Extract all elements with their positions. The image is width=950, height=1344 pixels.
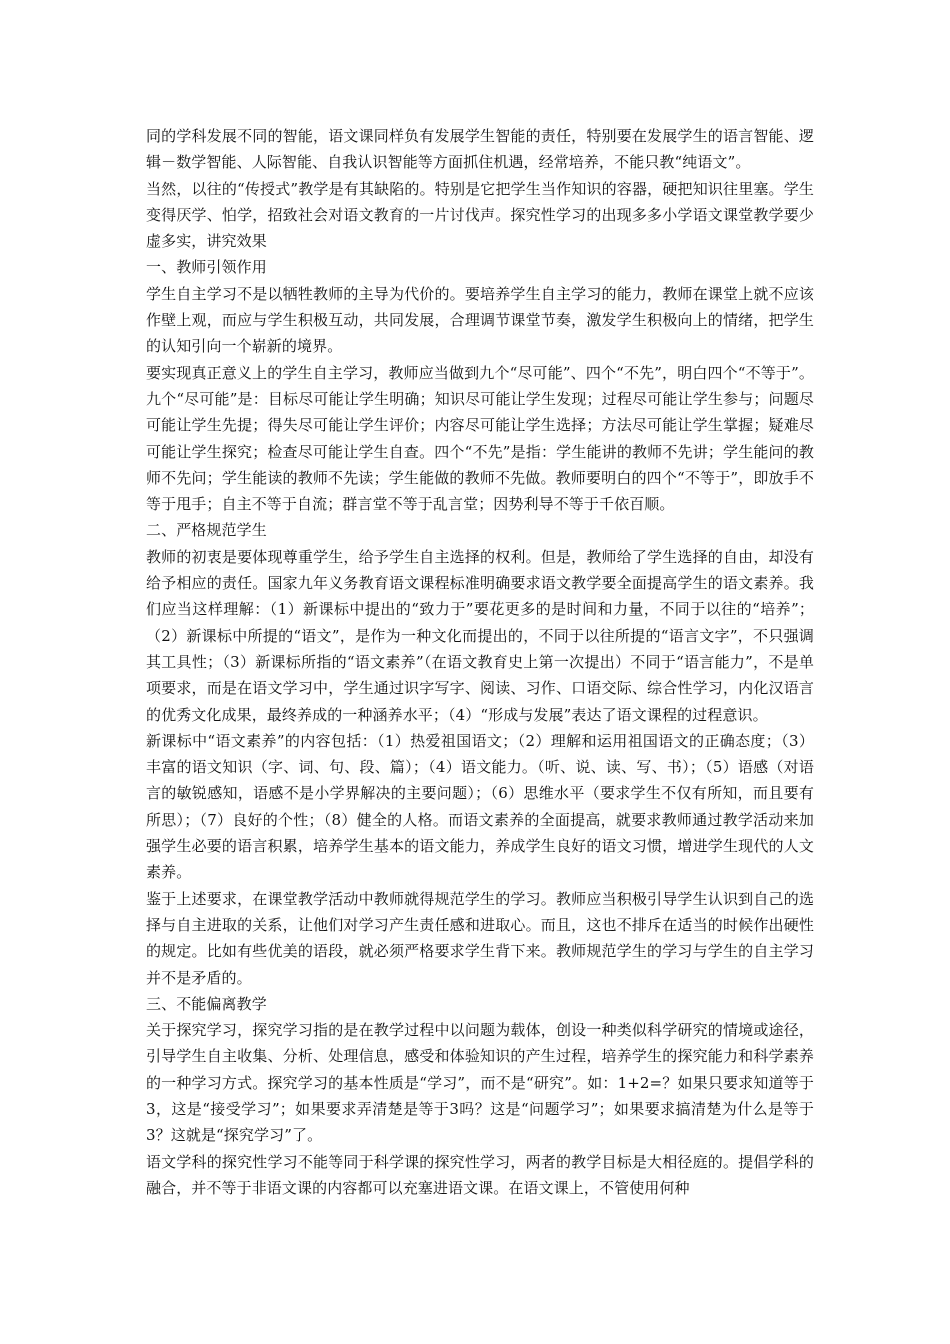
paragraph: 教师的初衷是要体现尊重学生，给予学生自主选择的权利。但是，教师给了学生选择的自由，却没有给予相应的责任。国家九年义务教育语文课程标准明确要求语文教学要全面提高学生的语文素养。我们应当这样理解：（1）新课标中提出的“致力于”要花更多的是时间和力量，不同于以往的“培养”；（2）新课标中所提的“语文”，是作为一种文化而提出的，不同于以往所提的“语言文字”，不只强调其工具性；（3）新课标所指的“语文素养”（在语文教育史上第一次提出）不同于“语言能力”，不是单项要求，而是在语文学习中，学生通过识字写字、阅读、习作、口语交际、综合性学习，内化汉语言的优秀文化成果，最终养成的一种涵养水平；（4）“形成与发展”表达了语文课程的过程意识。: [146, 547, 814, 724]
paragraph: 鉴于上述要求，在课堂教学活动中教师就得规范学生的学习。教师应当积极引导学生认识到自己的选择与自主进取的关系，让他们对学习产生责任感和进取心。而且，这也不排斥在适当的时候作出硬性的规定。比如有些优美的语段，就必须严格要求学生背下来。教师规范学生的学习与学生的自主学习并不是矛盾的。: [146, 889, 814, 987]
paragraph: 语文学科的探究性学习不能等同于科学课的探究性学习，两者的教学目标是大相径庭的。提倡学科的融合，并不等于非语文课的内容都可以充塞进语文课。在语文课上，不管使用何种: [146, 1152, 814, 1197]
paragraph: 新课标中“语文素养”的内容包括：（1）热爱祖国语文；（2）理解和运用祖国语文的正确态度；（3）丰富的语文知识（字、词、句、段、篇）；（4）语文能力。（听、说、读、写、书）；（5）语感（对语言的敏锐感知，语感不是小学界解决的主要问题）；（6）思维水平（要求学生不仅有所知，而且要有所思）；（7）良好的个性；（8）健全的人格。而语文素养的全面提高，就要求教师通过教学活动来加强学生必要的语言积累，培养学生基本的语文能力，养成学生良好的语文习惯，增进学生现代的人文素养。: [146, 731, 814, 882]
paragraph: 同的学科发展不同的智能，语文课同样负有发展学生智能的责任，特别要在发展学生的语言智能、逻辑－数学智能、人际智能、自我认识智能等方面抓住机遇，经常培养，不能只教“纯语文”。: [146, 127, 814, 172]
section-heading: 一、教师引领作用: [146, 258, 267, 277]
section-heading: 二、严格规范学生: [146, 521, 267, 540]
paragraph: 学生自主学习不是以牺牲教师的主导为代价的。要培养学生自主学习的能力，教师在课堂上就不应该作壁上观，而应与学生积极互动，共同发展，合理调节课堂节奏，激发学生积极向上的情绪，把学生的认知引向一个崭新的境界。: [146, 284, 814, 356]
paragraph: 要实现真正意义上的学生自主学习，教师应当做到九个“尽可能”、四个“不先”，明白四个“不等于”。九个“尽可能”是：目标尽可能让学生明确；知识尽可能让学生发现；过程尽可能让学生参与；问题尽可能让学生先提；得失尽可能让学生评价；内容尽可能让学生选择；方法尽可能让学生掌握；疑难尽可能让学生探究；检查尽可能让学生自查。四个“不先”是指：学生能讲的教师不先讲；学生能问的教师不先问；学生能读的教师不先读；学生能做的教师不先做。教师要明白的四个“不等于”，即放手不等于甩手；自主不等于自流；群言堂不等于乱言堂；因势利导不等于千依百顺。: [146, 363, 814, 514]
section-heading: 三、不能偏离教学: [146, 994, 267, 1013]
paragraph: 关于探究学习，探究学习指的是在教学过程中以问题为载体，创设一种类似科学研究的情境或途径，引导学生自主收集、分析、处理信息，感受和体验知识的产生过程，培养学生的探究能力和科学素养的一种学习方式。探究学习的基本性质是“学习”，而不是“研究”。如：1+2=？如果只要求知道等于3，这是“接受学习”；如果要求弄清楚是等于3吗？这是“问题学习”；如果要求搞清楚为什么是等于3？这就是“探究学习”了。: [146, 1021, 814, 1145]
paragraph: 当然，以往的“传授式”教学是有其缺陷的。特别是它把学生当作知识的容器，硬把知识往里塞。学生变得厌学、怕学，招致社会对语文教育的一片讨伐声。探究性学习的出现多多小学语文课堂教学要少虚多实，讲究效果: [146, 179, 814, 251]
document-page: [146, 123, 814, 1201]
